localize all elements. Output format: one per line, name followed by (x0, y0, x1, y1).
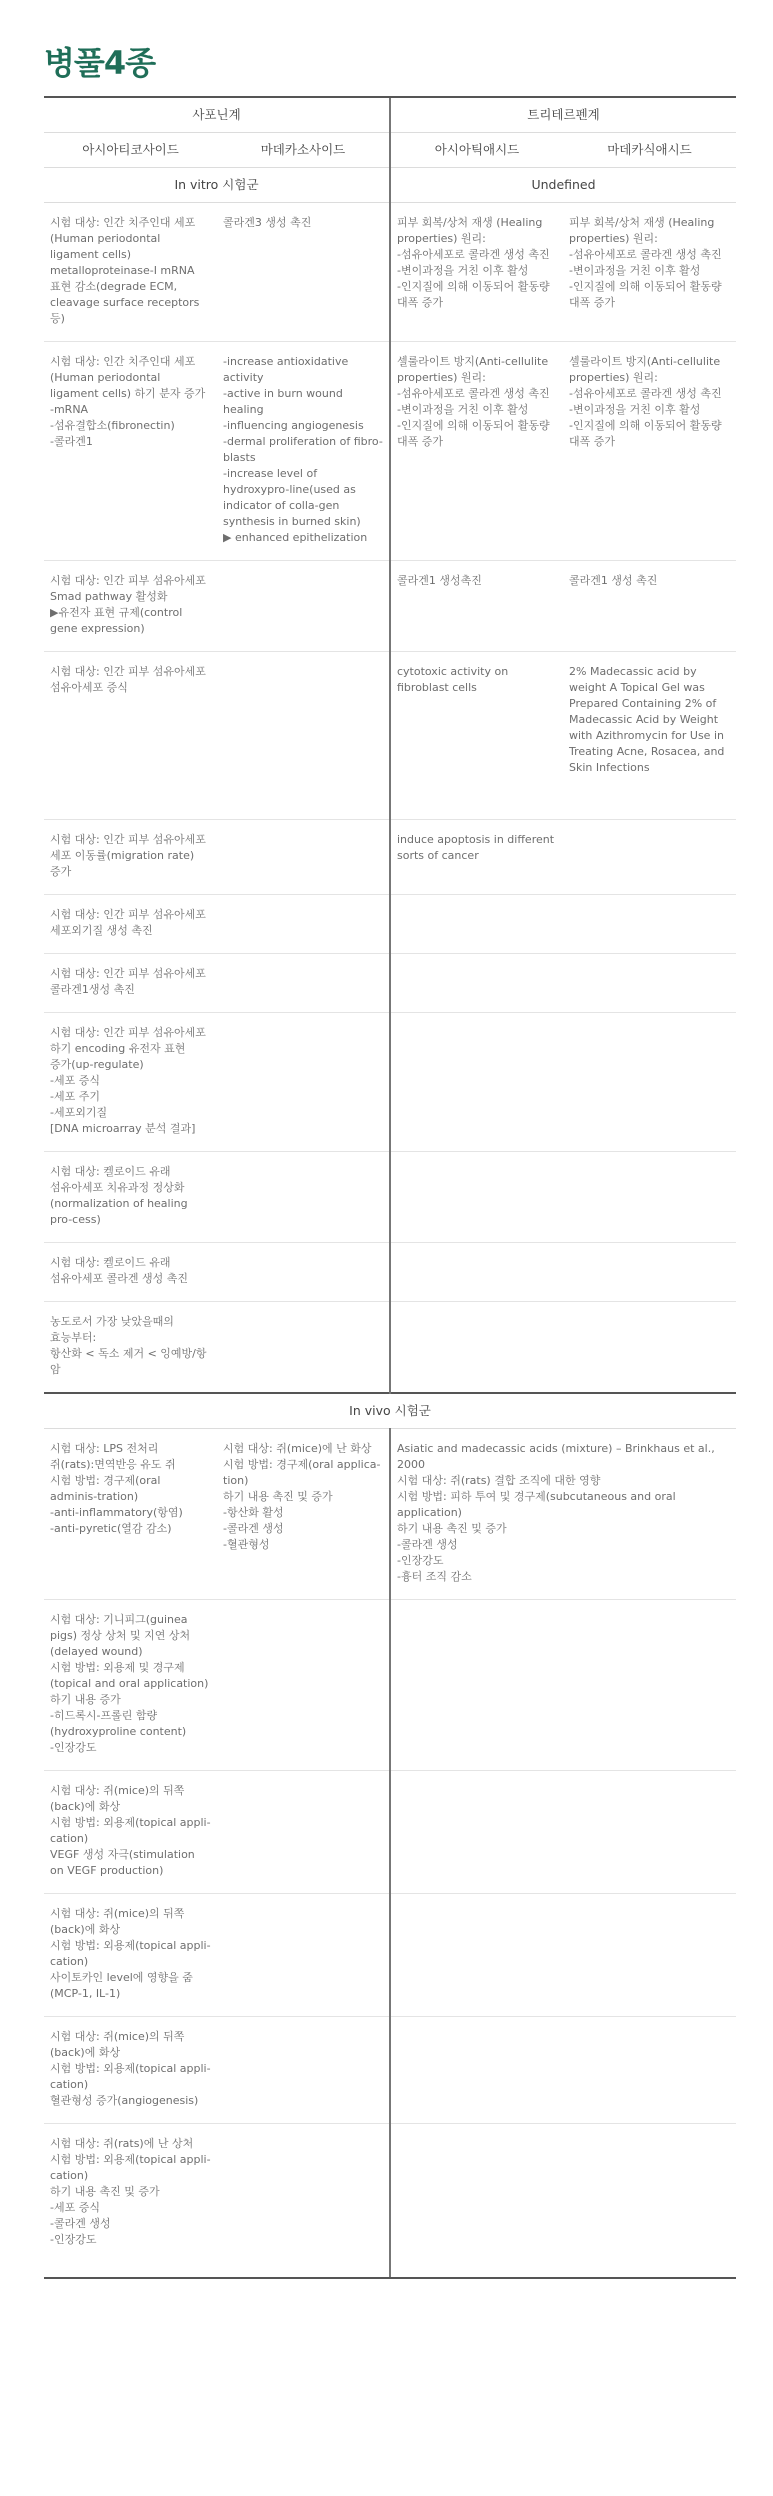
table-cell (390, 2124, 736, 2278)
cell-text (217, 1894, 389, 1920)
table-row (44, 2124, 736, 2278)
cell-text: 피부 회복/상처 재생 (Healing properties) 원리: -섬유아세포로 콜라겐 생성 촉진 -변이과정을 거친 이후 활성 -인지질에 의해 이동되어 활동량 대폭 증가 (397, 216, 550, 309)
in-vitro-body (44, 203, 736, 1394)
group-header-saponin: 사포닌계 (44, 97, 390, 133)
cell-text: 콜라겐1 생성촉진 (397, 574, 482, 587)
table-row (44, 1771, 736, 1894)
table-cell (44, 820, 217, 895)
cell-text (563, 820, 736, 846)
table-cell (217, 203, 390, 342)
cell-text (217, 1243, 389, 1269)
table-row (44, 1302, 736, 1394)
cell-text (391, 1243, 563, 1269)
table-cell (217, 561, 390, 652)
table-cell (390, 342, 563, 561)
table-cell (44, 342, 217, 561)
table-cell (44, 561, 217, 652)
table-cell (390, 203, 563, 342)
table-cell (217, 1771, 390, 1894)
cell-text: 콜라겐1 생성 촉진 (569, 574, 658, 587)
table-cell (390, 1243, 563, 1302)
cell-text (391, 2017, 736, 2043)
table-cell (44, 2124, 217, 2278)
in-vivo-body (44, 1429, 736, 2278)
table-cell (44, 1243, 217, 1302)
cell-text (391, 1302, 563, 1328)
table-cell (390, 1013, 563, 1152)
table-cell (390, 652, 563, 820)
cell-text (217, 954, 389, 980)
cell-text (391, 1152, 563, 1178)
cell-text (217, 820, 389, 846)
table-cell (563, 895, 736, 954)
cell-text (391, 1894, 736, 1920)
table-cell (44, 954, 217, 1013)
table-cell (390, 1600, 736, 1771)
table-cell (563, 561, 736, 652)
table-cell (563, 342, 736, 561)
table-cell (563, 203, 736, 342)
table-cell (217, 2124, 390, 2278)
table-row (44, 342, 736, 561)
table-cell (217, 652, 390, 820)
table-cell (44, 1771, 217, 1894)
cell-text (217, 1600, 389, 1626)
table-cell (390, 2017, 736, 2124)
table-row (44, 1013, 736, 1152)
cell-text: 셀룰라이트 방지(Anti-cellulite properties) 원리: -섬유아세포로 콜라겐 생성 촉진 -변이과정을 거친 이후 활성 -인지질에 의해 이동되어 활동량 대폭 증가 (397, 355, 550, 448)
cell-text: 시험 대상: 인간 치주인대 세포 (Human periodontal ligament cells) 하기 분자 증가 -mRNA -섬유결합소(fibronectin) -콜라겐1 (50, 355, 206, 448)
table-cell (44, 1894, 217, 2017)
table-cell (217, 2017, 390, 2124)
group-header-row (44, 97, 736, 133)
cell-text: 시험 대상: 인간 피부 섬유아세포 세포 이동률(migration rate) 증가 (50, 833, 206, 878)
cell-text: 시험 대상: 쥐(rats)에 난 상처 시험 방법: 외용제(topical appli-cation) 하기 내용 촉진 및 증가 -세포 증식 -콜라겐 생성 -인장강도 (50, 2137, 211, 2246)
table-cell (390, 895, 563, 954)
cell-text (563, 954, 736, 980)
table-row (44, 820, 736, 895)
cell-text (217, 1013, 389, 1039)
table-cell (217, 1243, 390, 1302)
table-cell (217, 1894, 390, 2017)
cell-text (391, 954, 563, 980)
cell-text: 시험 대상: 쥐(mice)의 뒤쪽 (back)에 화상 시험 방법: 외용제(topical appli-cation) 사이토카인 level에 영향을 줌 (MCP-1, IL-1) (50, 1907, 211, 2000)
cell-text: 시험 대상: 켈로이드 유래 섬유아세포 치유과정 정상화 (normalization of healing pro-cess) (50, 1165, 188, 1226)
cell-text: 시험 대상: 켈로이드 유래 섬유아세포 콜라겐 생성 촉진 (50, 1256, 189, 1285)
table-cell (44, 1152, 217, 1243)
centella-comparison-table (44, 96, 736, 2279)
table-row (44, 895, 736, 954)
table-cell (217, 342, 390, 561)
column-header-asiatic-acid: 아시아틱애시드 (390, 133, 563, 168)
column-header-asiaticoside: 아시아티코사이드 (44, 133, 217, 168)
table-cell (390, 561, 563, 652)
table-cell (44, 1302, 217, 1394)
cell-text: 시험 대상: 인간 피부 섬유아세포 하기 encoding 유전자 표현 증가(up-regulate) -세포 증식 -세포 주기 -세포외기질 [DNA microarray 분석 결과] (50, 1026, 206, 1135)
table-cell (44, 203, 217, 342)
cell-text (563, 895, 736, 921)
cell-text (391, 895, 563, 921)
cell-text: 시험 대상: 쥐(mice)에 난 화상 시험 방법: 경구제(oral applica-tion) 하기 내용 촉진 및 증가 -항산화 활성 -콜라겐 생성 -혈관형성 (223, 1442, 381, 1551)
cell-text: 셀룰라이트 방지(Anti-cellulite properties) 원리: -섬유아세포로 콜라겐 생성 촉진 -변이과정을 거친 이후 활성 -인지질에 의해 이동되어 활동량 대폭 증가 (569, 355, 722, 448)
cell-text: 시험 대상: 인간 피부 섬유아세포 Smad pathway 활성화 ▶유전자 표현 규제(control gene expression) (50, 574, 206, 635)
table-cell (390, 820, 563, 895)
cell-text: 시험 대상: 인간 피부 섬유아세포 섬유아세포 증식 (50, 665, 206, 694)
cell-text: induce apoptosis in different sorts of cancer (397, 833, 555, 862)
cell-text (563, 1152, 736, 1178)
table-cell (390, 954, 563, 1013)
table-cell (217, 1429, 390, 1600)
table-cell (44, 1429, 217, 1600)
cell-text: 콜라겐3 생성 촉진 (223, 216, 312, 229)
table-cell (563, 1152, 736, 1243)
column-header-row (44, 133, 736, 168)
cell-text: 2% Madecassic acid by weight A Topical Gel was Prepared Containing 2% of Madecassic Acid by Weight with Azithromycin for Use in Treating Acne, Rosacea, and Skin Infections (569, 665, 725, 774)
cell-text: Asiatic and madecassic acids (mixture) – Brinkhaus et al., 2000 시험 대상: 쥐(rats) 결합 조직에 대한 영향 시험 방법: 피하 투여 및 경구제(subcutaneous and oral application) 하기 내용 촉진 및 증가 -콜라겐 생성 -인장강도 -흉터 조직 감소 (397, 1442, 715, 1583)
table-cell (44, 652, 217, 820)
cell-text: 시험 대상: 인간 피부 섬유아세포 세포외기질 생성 촉진 (50, 908, 206, 937)
table-cell (563, 954, 736, 1013)
table-row (44, 652, 736, 820)
page-title: 병풀4종 (44, 44, 156, 82)
table-row (44, 1600, 736, 1771)
table-cell (217, 1013, 390, 1152)
cell-text (563, 1013, 736, 1039)
cell-text (217, 1771, 389, 1797)
cell-text: 시험 대상: LPS 전처리 쥐(rats):면역반응 유도 쥐 시험 방법: 경구제(oral adminis-tration) -anti-inflammatory(항염) -anti-pyretic(열감 감소) (50, 1442, 183, 1535)
cell-text: 시험 대상: 인간 피부 섬유아세포 콜라겐1생성 촉진 (50, 967, 206, 996)
table-row (44, 1152, 736, 1243)
table-cell (217, 1152, 390, 1243)
table-row (44, 954, 736, 1013)
cell-text (391, 1771, 736, 1797)
section-row-in-vivo (44, 1393, 736, 1429)
table-cell (563, 1243, 736, 1302)
table-cell (563, 1013, 736, 1152)
cell-text (217, 2124, 389, 2150)
cell-text: 농도로서 가장 낮았을때의 효능부터: 항산화 < 독소 제거 < 잉예방/항암 (50, 1315, 207, 1376)
cell-text (217, 1302, 389, 1328)
table-row (44, 1429, 736, 1600)
table-cell (44, 2017, 217, 2124)
section-row-in-vitro (44, 168, 736, 203)
cell-text (217, 1152, 389, 1178)
table-cell (390, 1152, 563, 1243)
table-cell (217, 895, 390, 954)
cell-text (391, 2124, 736, 2150)
cell-text: -increase antioxidative activity -active in burn wound healing -influencing angiogenesis -dermal proliferation of fibro-blasts -increase level of hydroxypro-line(used as indicator of colla-gen synthesis in burned skin) ▶ enhanced epithelization (223, 355, 383, 544)
table-cell (217, 1302, 390, 1394)
cell-text (217, 561, 389, 587)
cell-text (391, 1013, 563, 1039)
cell-text: 피부 회복/상처 재생 (Healing properties) 원리: -섬유아세포로 콜라겐 생성 촉진 -변이과정을 거친 이후 활성 -인지질에 의해 이동되어 활동량 대폭 증가 (569, 216, 722, 309)
table-cell (44, 1600, 217, 1771)
table-cell (563, 820, 736, 895)
table-row (44, 561, 736, 652)
table-cell (390, 1302, 563, 1394)
cell-text (217, 2017, 389, 2043)
section-label-in-vivo: In vivo 시험군 (44, 1393, 736, 1429)
table-cell (217, 820, 390, 895)
table-cell (217, 1600, 390, 1771)
section-label-undefined: Undefined (390, 168, 736, 203)
table-cell (217, 954, 390, 1013)
table-cell (390, 1771, 736, 1894)
cell-text (563, 1302, 736, 1328)
cell-text: cytotoxic activity on fibroblast cells (397, 665, 509, 694)
column-header-madecassic-acid: 마데카식애시드 (563, 133, 736, 168)
column-header-madecassoside: 마데카소사이드 (217, 133, 390, 168)
section-label-in-vitro: In vitro 시험군 (44, 168, 390, 203)
table-row (44, 2017, 736, 2124)
group-header-triterpene: 트리테르펜계 (390, 97, 736, 133)
cell-text (217, 652, 389, 678)
table-cell (44, 1013, 217, 1152)
table-cell (390, 1429, 736, 1600)
cell-text: 시험 대상: 쥐(mice)의 뒤쪽 (back)에 화상 시험 방법: 외용제(topical appli-cation) 혈관형성 증가(angiogenesis) (50, 2030, 211, 2107)
table-cell (563, 652, 736, 820)
table-cell (44, 895, 217, 954)
cell-text: 시험 대상: 기니피그(guinea pigs) 정상 상처 및 지연 상처 (delayed wound) 시험 방법: 외용제 및 경구제 (topical and oral application) 하기 내용 증가 -히드록시-프롤린 함량 (hydroxyproline content) -인장강도 (50, 1613, 209, 1754)
cell-text: 시험 대상: 쥐(mice)의 뒤쪽 (back)에 화상 시험 방법: 외용제(topical appli-cation) VEGF 생성 자극(stimulation on VEGF production) (50, 1784, 211, 1877)
cell-text (563, 1243, 736, 1269)
table-row (44, 1894, 736, 2017)
cell-text: 시험 대상: 인간 치주인대 세포 (Human periodontal ligament cells) metalloproteinase-I mRNA 표현 감소(degrade ECM, cleavage surface receptors 등) (50, 216, 200, 325)
table-row (44, 1243, 736, 1302)
cell-text (391, 1600, 736, 1626)
table-cell (390, 1894, 736, 2017)
table-cell (563, 1302, 736, 1394)
cell-text (217, 895, 389, 921)
table-row (44, 203, 736, 342)
